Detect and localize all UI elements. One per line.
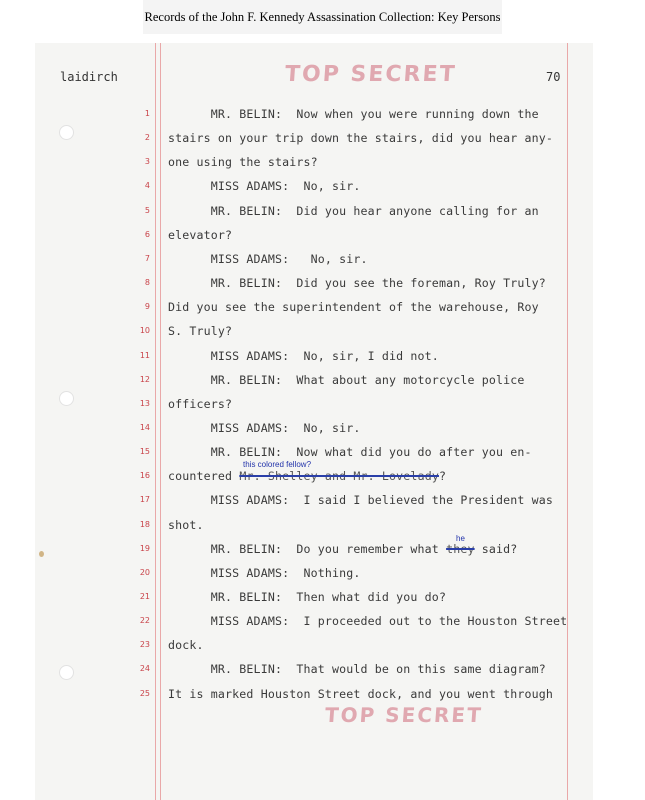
page-number: 70 (546, 70, 561, 84)
transcript-line (168, 566, 361, 580)
line-text: stairs on your trip down the stairs, did you hear any- (168, 131, 554, 146)
transcript-line (168, 349, 439, 363)
line-number: 8 (144, 278, 150, 288)
margin-rule-left-inner (160, 43, 161, 800)
transcript-line (168, 469, 446, 483)
line-text: MR. BELIN: Did you hear anyone calling for an (168, 203, 539, 218)
transcript-line (168, 542, 517, 556)
line-number: 22 (139, 616, 150, 626)
line-text: MR. BELIN: Then what did you do? (168, 590, 447, 604)
transcript-line (168, 590, 446, 604)
line-text: said? (474, 541, 518, 556)
transcript-line (168, 276, 546, 290)
transcript-line (168, 493, 553, 507)
transcript-line (168, 445, 532, 459)
line-text: dock. (168, 638, 204, 653)
transcript-line (168, 107, 539, 121)
transcript-line (168, 324, 232, 338)
transcript-line (168, 228, 232, 242)
line-number: 3 (144, 157, 150, 167)
top-secret-stamp-bottom: TOP SECRET (324, 703, 484, 727)
line-number: 9 (144, 302, 150, 312)
line-text: MR. BELIN: Now when you were running down the (168, 107, 539, 121)
line-text: MISS ADAMS: I proceeded out to the Houston Street (168, 614, 568, 629)
line-number: 21 (139, 592, 150, 601)
punch-hole (59, 125, 74, 140)
transcript-line (168, 179, 361, 193)
line-number: 17 (139, 495, 150, 505)
transcript-line (168, 638, 204, 652)
transcript-line (168, 300, 539, 314)
line-number: 18 (139, 519, 150, 529)
line-text: MISS ADAMS: No, sir. (168, 420, 361, 435)
line-number: 14 (139, 422, 150, 432)
line-text: MISS ADAMS: No, sir, I did not. (168, 348, 439, 363)
line-number: 25 (139, 688, 150, 698)
line-text: elevator? (168, 227, 233, 242)
margin-rule-right (567, 43, 568, 800)
line-number: 7 (144, 253, 150, 263)
line-number: 20 (139, 567, 150, 577)
line-text: one using the stairs? (168, 155, 318, 170)
line-text: MISS ADAMS: I said I believed the President was (168, 493, 554, 508)
line-number: 2 (144, 133, 150, 143)
paper-stain (39, 551, 44, 557)
handwritten-annotation: this colored fellow? (243, 460, 312, 469)
line-number: 23 (139, 640, 150, 650)
line-text: MR. BELIN: Did you see the foreman, Roy Truly? (168, 276, 546, 291)
line-number: 16 (139, 471, 150, 481)
line-number: 13 (139, 398, 150, 408)
line-number: 12 (139, 374, 150, 384)
line-text: officers? (168, 396, 233, 411)
line-text: MR. BELIN: Now what did you do after you en- (168, 445, 532, 460)
line-text: MR. BELIN: That would be on this same diagram? (168, 662, 546, 677)
transcript-line (168, 373, 525, 387)
line-number: 15 (139, 447, 150, 457)
collection-header (143, 0, 502, 34)
line-text: S. Truly? (168, 324, 233, 339)
line-number: 6 (144, 229, 150, 239)
line-text: MR. BELIN: Do you remember what (168, 541, 447, 556)
struck-text: Mr. Shelley and Mr. Lovelady (239, 469, 439, 484)
transcript-line (168, 662, 546, 676)
line-number: 5 (144, 205, 150, 215)
line-text: MISS ADAMS: No, sir. (168, 251, 368, 266)
transcript-line (168, 397, 232, 411)
margin-rule-left (155, 43, 156, 800)
struck-text: they (446, 541, 475, 556)
punch-hole (59, 391, 74, 406)
line-text: ? (438, 469, 447, 484)
punch-hole (59, 665, 74, 680)
line-number: 19 (139, 543, 150, 553)
line-text: shot. (168, 517, 204, 532)
line-number: 10 (139, 326, 150, 336)
line-text: countered (168, 469, 240, 484)
transcript-line (168, 614, 567, 628)
transcript-line (168, 204, 539, 218)
handwritten-annotation: he (456, 534, 465, 543)
line-number: 24 (139, 664, 150, 674)
transcript-line (168, 518, 204, 532)
transcript-line (168, 252, 368, 266)
line-number: 1 (144, 109, 150, 118)
line-text: MISS ADAMS: Nothing. (168, 565, 361, 580)
line-text: MISS ADAMS: No, sir. (168, 179, 361, 194)
transcript-line (168, 155, 318, 169)
line-text: Did you see the superintendent of the warehouse, Roy (168, 300, 539, 315)
file-id: laidirch (60, 70, 118, 84)
transcript-line (168, 131, 553, 145)
line-text: It is marked Houston Street dock, and you went through (168, 686, 554, 701)
transcript-line (168, 687, 553, 701)
line-number: 4 (144, 181, 150, 191)
collection-header-text: Records of the John F. Kennedy Assassination Collection: Key Persons (144, 10, 501, 24)
line-number: 11 (139, 350, 150, 360)
top-secret-stamp: TOP SECRET (284, 62, 458, 87)
transcript-line (168, 421, 361, 435)
line-text: MR. BELIN: What about any motorcycle police (168, 372, 525, 387)
